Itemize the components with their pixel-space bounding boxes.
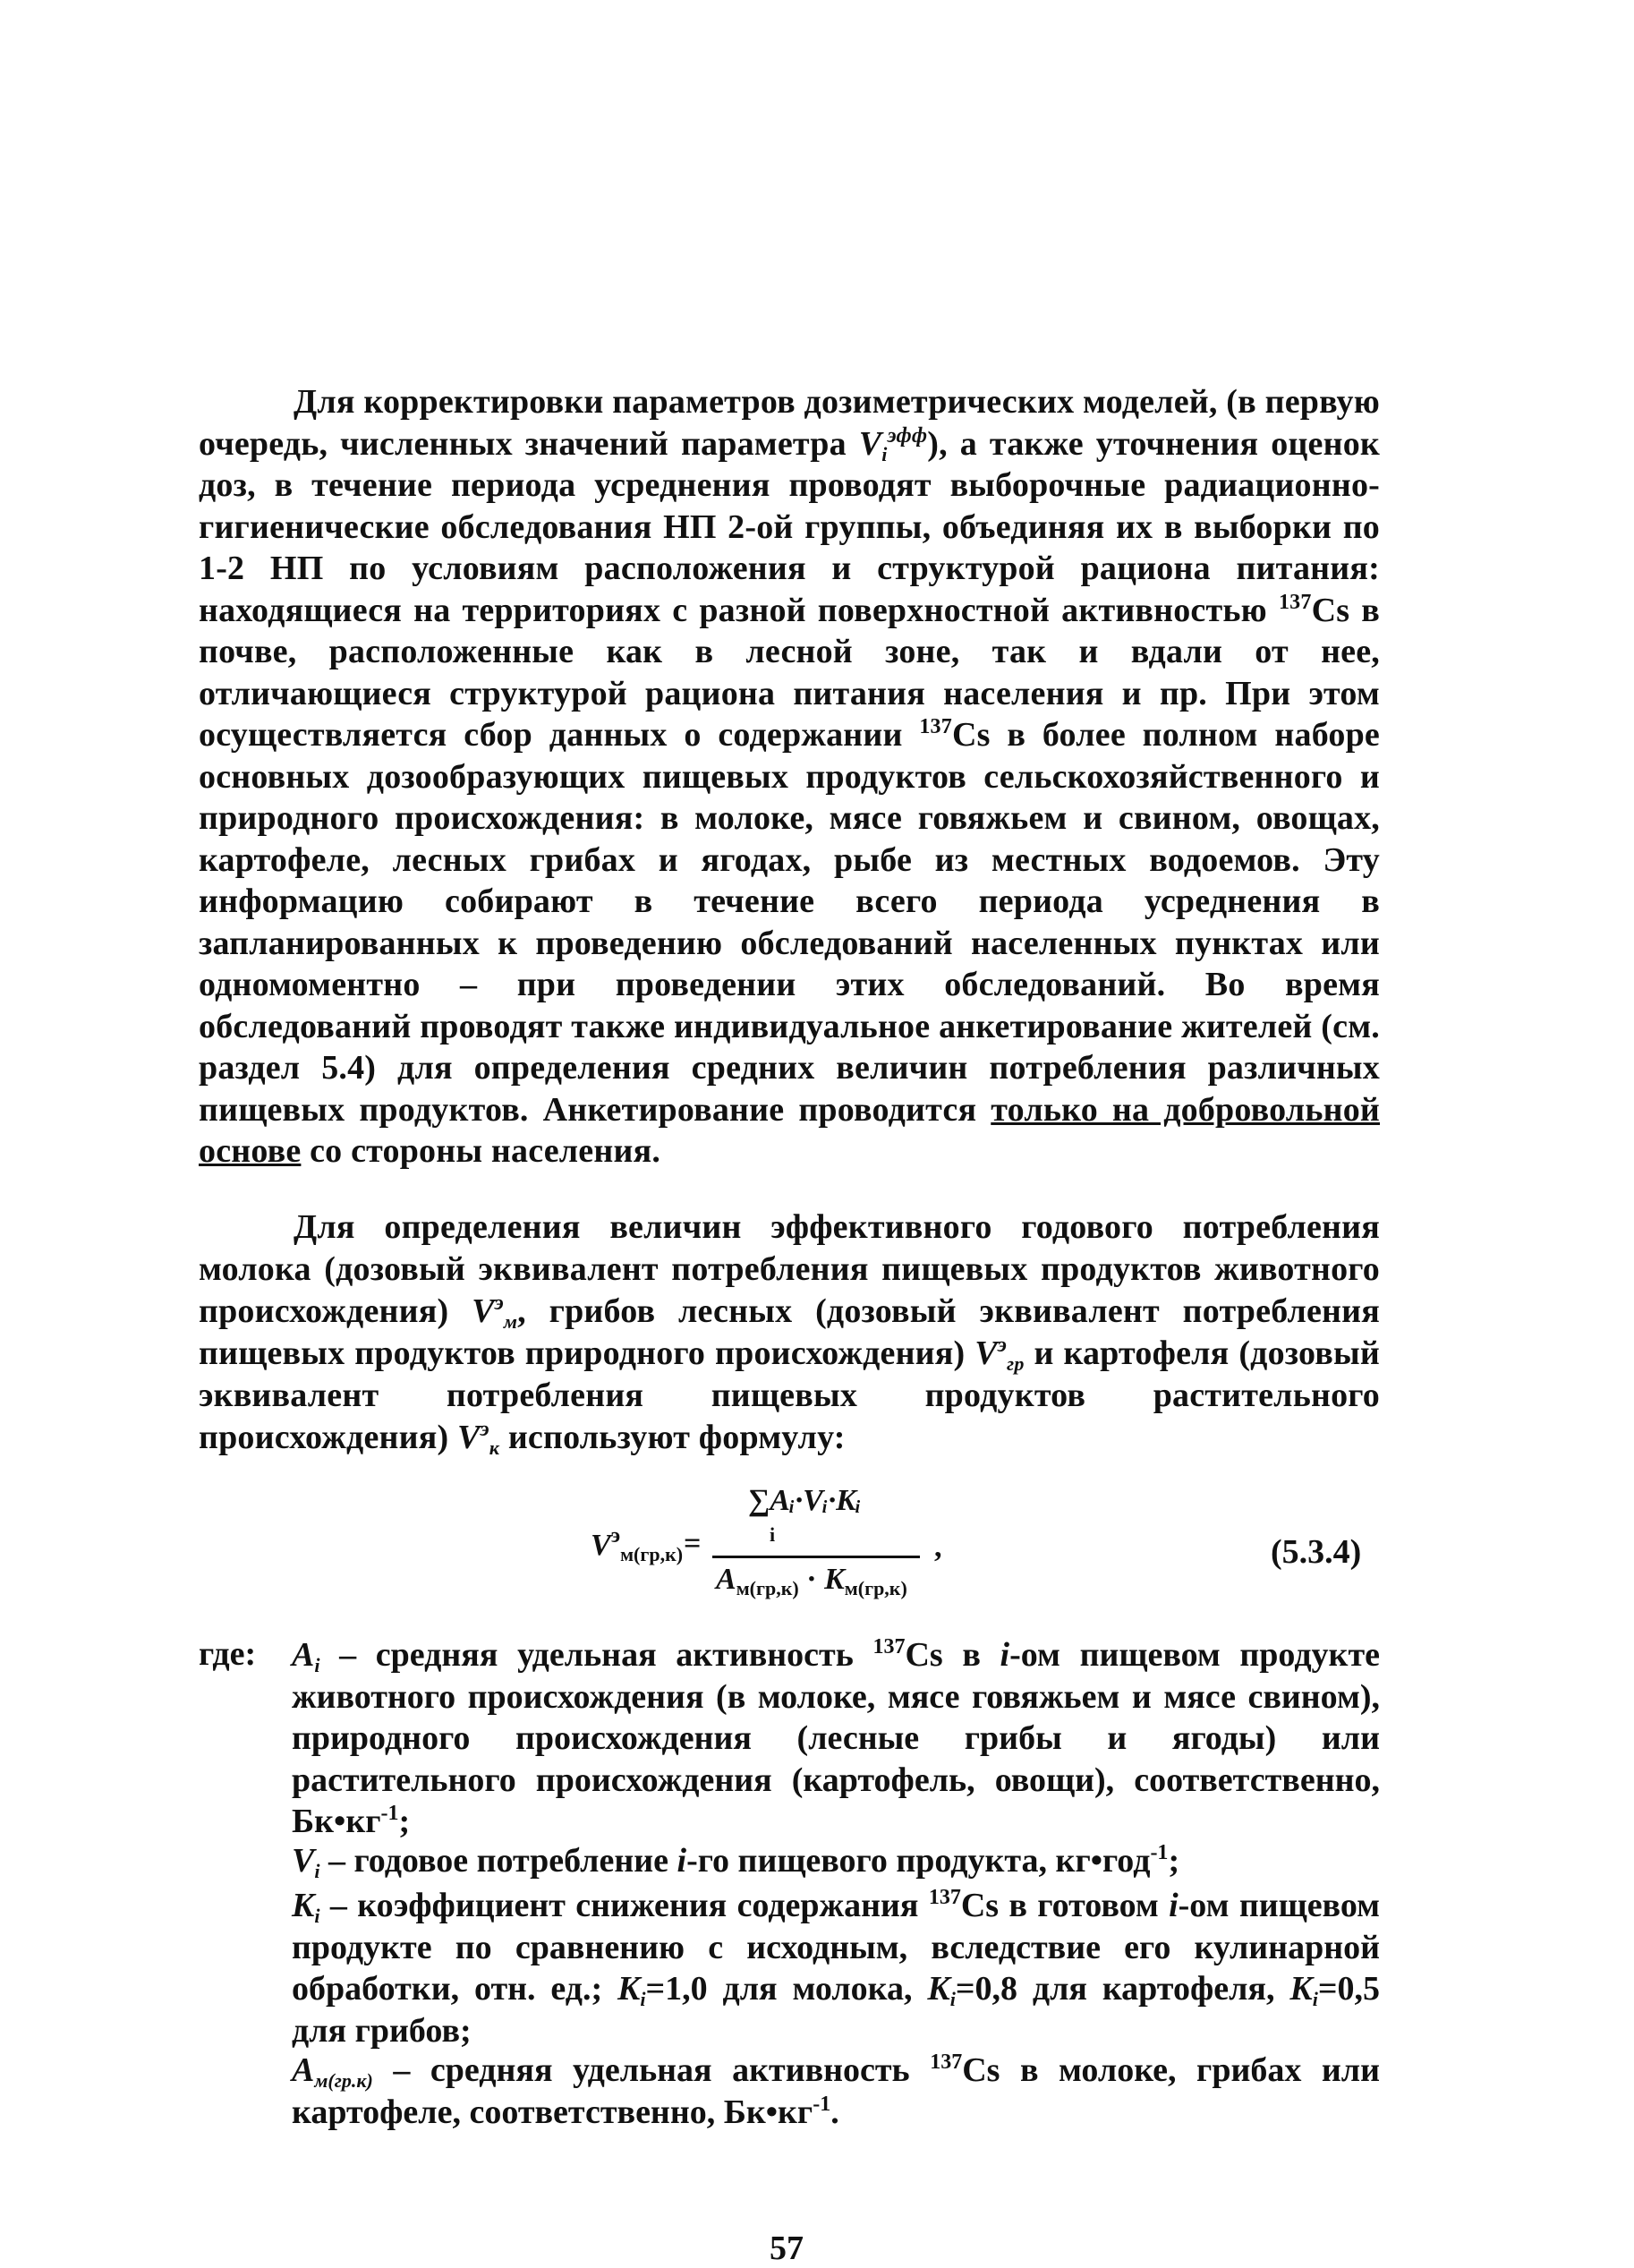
text: Для корректировки параметров дозиметрических моделей, (в первую очередь, численных значений параметра [199,383,1380,463]
where-label: где: [199,1635,257,1673]
text: Для определения величин эффективного годового потребления молока (дозовый эквивалент потребления пищевых продуктов животного происхождения) [199,1208,1380,1330]
formula-comma: , [934,1530,942,1564]
var-v-eff: $V_i^{эфф}$ [858,423,928,465]
text: в почве, расположенные как в лесной зоне, так и вдали от нее, отличающиеся структурой рациона питания населения и пр. При этом осуществляется сбор данных о содержании [199,591,1381,754]
formula-equals: = [684,1527,702,1560]
text: со стороны населения. [301,1132,661,1170]
page-number: 57 [770,2230,804,2267]
paragraph-formula-intro [199,1206,1380,1459]
text: , грибов лесных (дозовый эквивалент потребления пищевых продуктов природного происхождения) [199,1292,1380,1372]
var-v-mushroom: $V^э_{гр}$ [974,1334,1025,1375]
formula-sum-index: i [770,1523,776,1546]
formula-numerator: ∑Aᵢ·Vᵢ·Kᵢ [748,1484,862,1517]
text: и картофеля (дозовый эквивалент потребления пищевых продуктов растительного происхождения) [199,1334,1380,1456]
definition-k-i: $K_i$ – коэффициент снижения содержания $^{137}$Cs в готовом i-ом пищевом продукте по сравнению с исходным, вследствие его кулинарной обработки, отн. ед.; $K_i=1,0$ для молока, $K_i=0,8$ для картофеля, $K_i=0,5$ для грибов; [292,1886,1380,2050]
text: в более полном наборе основных дозообразующих пищевых продуктов сельскохозяйственного и природного происхождения: в молоке, мясе говяжьем и свином, овощах, картофеле, лесных грибах и ягодах, рыбе из местных водоемов. Эту информацию собирают в течение всего периода усреднения в запланированных к проведению обследований населенных пунктах или одномоментно – при проведении этих обследований. Во время обследований проводят также индивидуальное анкетирование жителей (см. раздел 5.4) для определения средних величин потребления различных пищевых продуктов. Анкетирование проводится [199,716,1380,1129]
equation-number: (5.3.4) [1271,1533,1362,1571]
var-v-milk: $V^э_м$ [472,1292,518,1333]
fraction-line [712,1556,920,1558]
isotope-symbol: Cs [951,716,991,754]
text: используют формулу: [499,1419,846,1456]
definition-a-i: $A_i$ – средняя удельная активность $^{137}$Cs в i-ом пищевом продукте животного происхождения (в молоке, мясе говяжьем и мясе свином), природного происхождения (лесные грибы и ягоды) или растительного происхождения (картофель, овощи), соответственно, $Бк•кг^{-1}$; [292,1635,1380,1840]
isotope-symbol: Cs [1311,591,1350,629]
underlined-voluntary: только на добровольной основе [199,1090,1381,1170]
formula-denominator: $A_{м(гр,к)} \cdot K_{м(гр,к)}$ [716,1563,907,1599]
formula-5-3-4 [591,1484,949,1609]
isotope-mass: 137 [919,715,952,738]
isotope-mass: 137 [1278,590,1312,614]
definition-a-m: $A_{м(гр.к)}$ – средняя удельная активность $^{137}$Cs в молоке, грибах или картофеле, соответственно, $Бк•кг^{-1}$. [292,2051,1380,2131]
var-v-potato: $V^э_к$ [457,1418,500,1459]
definition-v-i: $V_i$ – годовое потребление i-го пищевого продукта, кг•год$^{-1}$; [292,1841,1180,1882]
formula-lhs: $V^э_{м(гр,к)}$ [591,1524,684,1565]
paragraph-calibration [199,381,1380,1172]
text: ), а также уточнения оценок доз, в течение периода усреднения проводят выборочные радиационно-гигиенические обследования НП 2-ой группы, объединяя их в выборки по 1-2 НП по условиям расположения и структурой рациона питания: находящиеся на территориях с разной поверхностной активностью [199,424,1380,629]
